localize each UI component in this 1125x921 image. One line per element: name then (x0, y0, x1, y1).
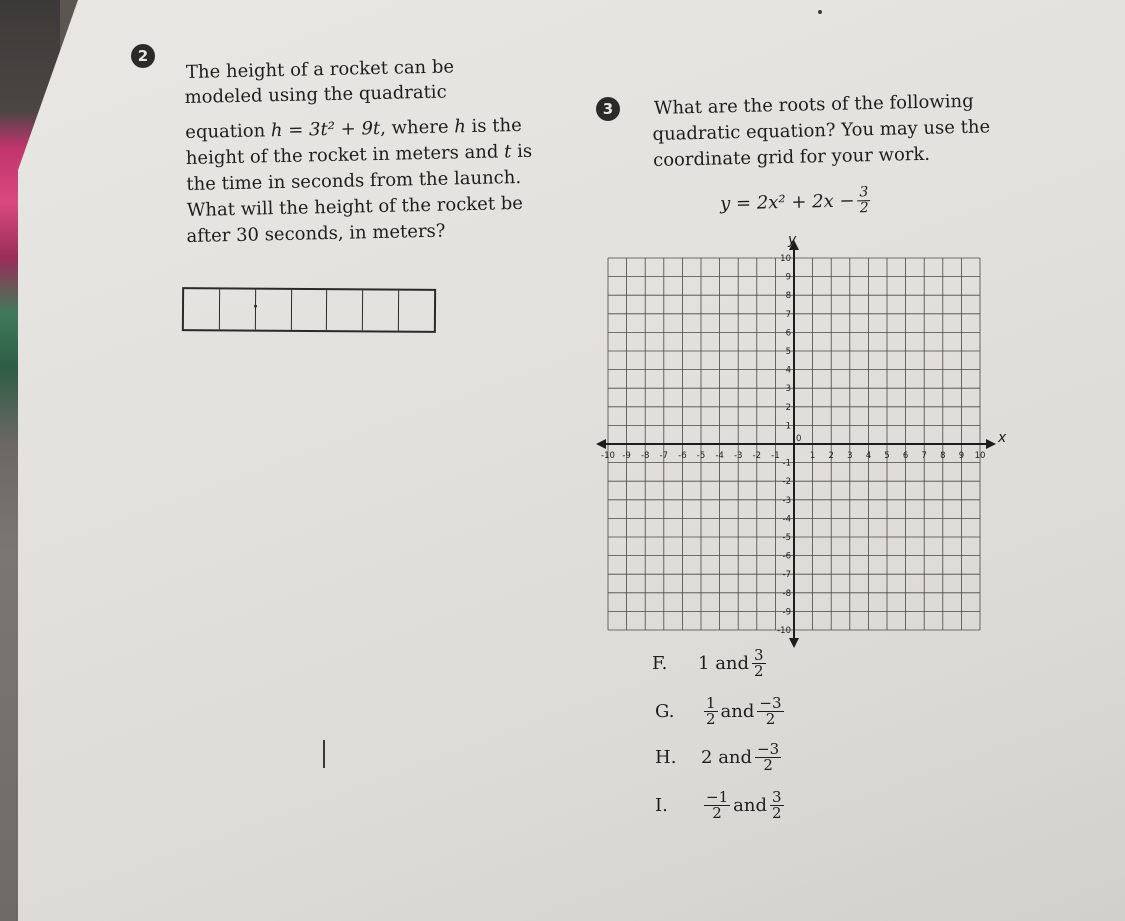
choice-and: and (715, 653, 750, 674)
frac-num: −3 (757, 740, 780, 758)
q2-equation-label: equation (185, 120, 266, 144)
y-tick-label: -4 (782, 514, 791, 525)
y-tick-label: 1 (785, 421, 791, 432)
q3-line-2: quadratic equation? You may use the (652, 116, 991, 145)
y-tick-label: 3 (785, 384, 791, 395)
q2-line-2: modeled using the quadratic (184, 81, 447, 109)
frac-num: −3 (759, 694, 782, 712)
q2-equation: h = 3t² + 9t (270, 117, 381, 142)
answer-cell[interactable] (291, 290, 327, 330)
coordinate-grid[interactable] (600, 230, 1007, 636)
y-tick-label: 9 (785, 272, 791, 283)
y-tick-label: 6 (785, 328, 791, 339)
question-3-number: 3 (596, 97, 620, 121)
choice-value-a: 2 (701, 747, 713, 768)
choice-fraction-b (770, 790, 784, 821)
stray-pencil-mark (323, 740, 325, 768)
x-tick-label: 8 (940, 451, 946, 461)
q2-line-6: What will the height of the rocket be (186, 192, 524, 221)
frac-num: −1 (706, 788, 729, 806)
q2-is: is (516, 140, 533, 163)
frac-num: 1 (706, 694, 716, 712)
x-tick-label: 6 (902, 451, 909, 461)
frac-den: 2 (763, 756, 773, 774)
frac-num: 3 (771, 788, 782, 806)
frac-den: 2 (765, 710, 776, 728)
q2-where: , where (379, 116, 449, 139)
choice-letter: I. (655, 795, 668, 816)
y-tick-label: -5 (782, 533, 791, 543)
x-tick-label: -1 (771, 451, 780, 461)
answer-cell[interactable] (220, 289, 256, 329)
decimal-point-dot (254, 305, 257, 308)
y-tick-label: -1 (782, 458, 791, 469)
question-2-number: 2 (131, 44, 155, 68)
x-tick-label: 3 (847, 451, 853, 461)
y-tick-label: 8 (785, 291, 791, 302)
choice-f[interactable] (652, 648, 769, 679)
x-tick-label: 5 (884, 451, 890, 461)
y-tick-label: 4 (785, 365, 791, 376)
choice-value-a: 1 (698, 653, 710, 674)
answer-cell[interactable] (184, 289, 220, 329)
frac-num: 3 (754, 646, 764, 664)
y-tick-label: -6 (782, 551, 791, 562)
q2-line-5: the time in seconds from the launch. (186, 166, 522, 195)
q3-frac-den: 2 (859, 200, 869, 217)
choice-fraction-b (752, 648, 766, 679)
grid-axes (596, 240, 996, 648)
y-tick-label: -3 (782, 495, 791, 506)
x-axis-label: x (998, 430, 1007, 446)
frac-den: 2 (771, 804, 782, 822)
choice-fraction-b (757, 696, 783, 727)
x-tick-label: 10 (974, 451, 986, 461)
q3-equation (720, 185, 874, 219)
answer-grid-box[interactable] (182, 287, 436, 333)
q3-equation-fraction (857, 185, 871, 216)
x-tick-label: -4 (715, 451, 724, 461)
x-tick-label: -2 (752, 451, 762, 461)
q2-var-t: t (503, 141, 512, 163)
stray-dot-mark (818, 10, 822, 14)
x-tick-label: -6 (678, 451, 687, 461)
x-tick-label: -7 (659, 451, 669, 461)
x-tick-label: 9 (958, 451, 965, 461)
frac-den: 2 (712, 804, 722, 822)
choice-letter: H. (655, 747, 677, 768)
x-tick-label: 4 (865, 451, 872, 461)
x-tick-label: -10 (601, 451, 615, 461)
choice-fraction-a (704, 696, 718, 727)
choice-fraction-b (755, 742, 781, 773)
x-tick-label: -9 (622, 451, 631, 461)
choice-g[interactable] (655, 696, 787, 727)
q3-line-1: What are the roots of the following (653, 90, 974, 119)
choice-letter: F. (652, 653, 668, 674)
frac-den: 2 (754, 662, 764, 680)
x-tick-label: 1 (809, 451, 816, 461)
choice-letter: G. (655, 701, 675, 722)
choice-and: and (718, 747, 753, 768)
answer-cell[interactable] (363, 290, 399, 330)
grid-tick-labels (601, 232, 1007, 636)
q2-line-1: The height of a rocket can be (185, 56, 455, 83)
answer-cell[interactable] (327, 290, 363, 330)
origin-label: 0 (796, 434, 802, 444)
y-tick-label: -10 (777, 626, 791, 636)
y-tick-label: -2 (782, 477, 791, 488)
answer-cell[interactable] (256, 290, 292, 330)
q3-equation-main: y = 2x² + 2x − (719, 189, 855, 214)
y-tick-label: 2 (785, 402, 791, 413)
y-tick-label: -8 (782, 588, 791, 599)
q2-is-the: is the (471, 114, 522, 138)
choice-and: and (733, 795, 767, 816)
y-tick-label: -7 (782, 570, 791, 581)
x-axis-arrow-right-icon (986, 439, 996, 449)
q3-line-3: coordinate grid for your work. (652, 143, 931, 171)
choice-fraction-a (704, 790, 730, 821)
y-axis-label: y (788, 232, 797, 248)
y-tick-label: 5 (785, 347, 791, 357)
answer-cell[interactable] (399, 291, 434, 331)
y-tick-label: 10 (780, 254, 791, 264)
frac-den: 2 (706, 710, 716, 728)
x-tick-label: 2 (828, 451, 834, 461)
x-tick-label: -5 (696, 451, 706, 461)
q3-frac-num: 3 (857, 185, 870, 201)
y-tick-label: -9 (782, 607, 791, 618)
q2-height-text: height of the rocket in meters and (185, 141, 499, 169)
choice-h[interactable] (655, 742, 784, 773)
y-tick-label: 7 (785, 309, 791, 320)
choice-and: and (720, 701, 755, 722)
choice-i[interactable] (655, 790, 787, 821)
x-tick-label: -3 (733, 451, 743, 461)
q2-var-h: h (454, 116, 467, 138)
x-tick-label: 7 (921, 451, 927, 461)
q2-line-7: after 30 seconds, in meters? (186, 220, 446, 248)
x-tick-label: -8 (640, 451, 650, 461)
